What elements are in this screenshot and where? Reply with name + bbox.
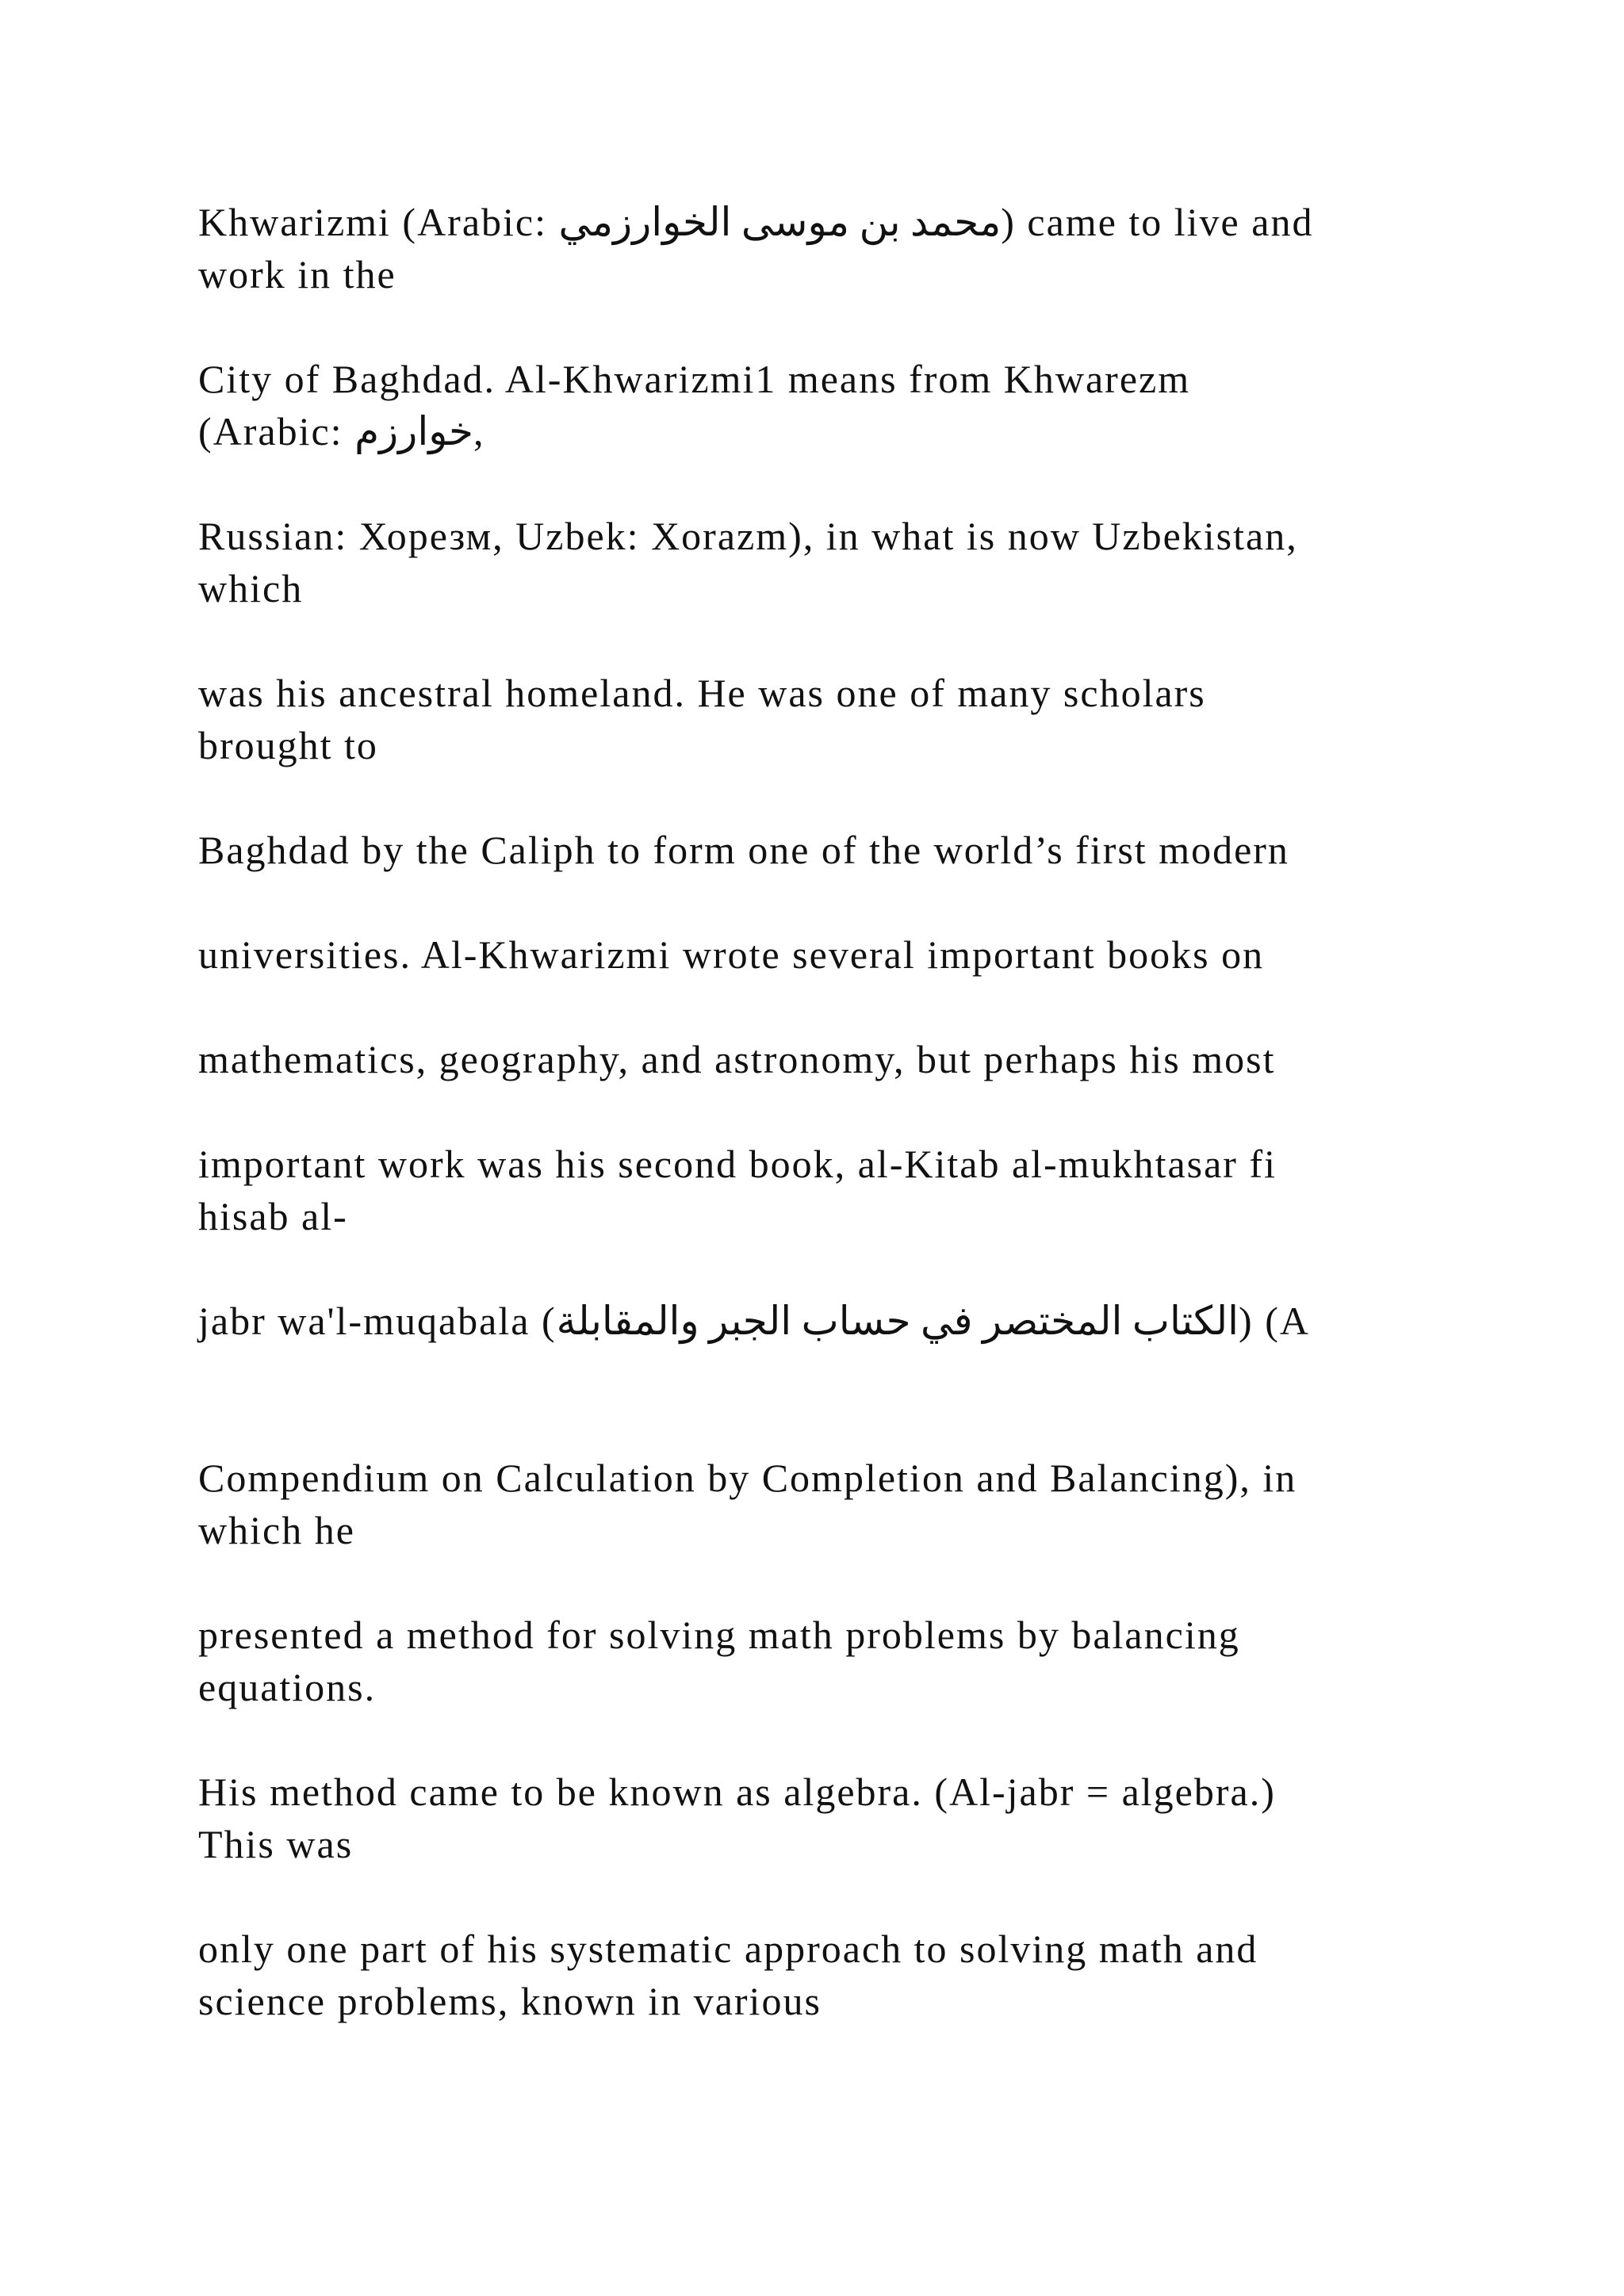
text-line: hisab al-	[198, 1194, 348, 1238]
paragraph-11	[198, 1609, 1467, 1713]
text-line: Baghdad by the Caliph to form one of the world’s first modern	[198, 828, 1289, 872]
text-line: important work was his second book, al-Kitab al-mukhtasar fi	[198, 1142, 1277, 1186]
paragraph-4	[198, 667, 1467, 771]
text-line: which he	[198, 1508, 355, 1552]
paragraph-9	[198, 1295, 1467, 1347]
text-line: jabr wa'l-muqabala (الكتاب المختصر في حساب الجبر والمقابلة) (A	[198, 1299, 1310, 1343]
text-line: was his ancestral homeland. He was one of many scholars	[198, 671, 1206, 715]
text-line: Khwarizmi (Arabic: محمد بن موسى الخوارزمي) came to live and	[198, 200, 1314, 244]
text-line: Compendium on Calculation by Completion and Balancing), in	[198, 1456, 1297, 1500]
paragraph-10	[198, 1452, 1467, 1556]
paragraph-1	[198, 196, 1467, 300]
text-line: work in the	[198, 252, 396, 297]
text-line: mathematics, geography, and astronomy, but perhaps his most	[198, 1037, 1276, 1081]
text-line: equations.	[198, 1665, 377, 1709]
text-line: universities. Al-Khwarizmi wrote several important books on	[198, 932, 1265, 977]
text-line: (Arabic: خوارزم,	[198, 409, 484, 453]
paragraph-6	[198, 928, 1467, 981]
text-line: City of Baghdad. Al-Khwarizmi1 means from Khwarezm	[198, 357, 1191, 401]
paragraph-2	[198, 353, 1467, 457]
text-line: presented a method for solving math problems by balancing	[198, 1613, 1240, 1657]
paragraph-7	[198, 1033, 1467, 1085]
text-line: This was	[198, 1822, 354, 1866]
text-line: His method came to be known as algebra. (Al-jabr = algebra.)	[198, 1770, 1276, 1814]
text-line: science problems, known in various	[198, 1979, 822, 2023]
text-line: only one part of his systematic approach to solving math and	[198, 1927, 1258, 1971]
paragraph-8	[198, 1138, 1467, 1242]
paragraph-12	[198, 1766, 1467, 1870]
text-line: brought to	[198, 723, 378, 767]
text-line: Russian: Хорезм, Uzbek: Xorazm), in what is now Uzbekistan,	[198, 514, 1298, 558]
paragraph-5	[198, 824, 1467, 876]
paragraph-13	[198, 1923, 1467, 2027]
paragraph-3	[198, 510, 1467, 614]
text-line: which	[198, 566, 304, 610]
